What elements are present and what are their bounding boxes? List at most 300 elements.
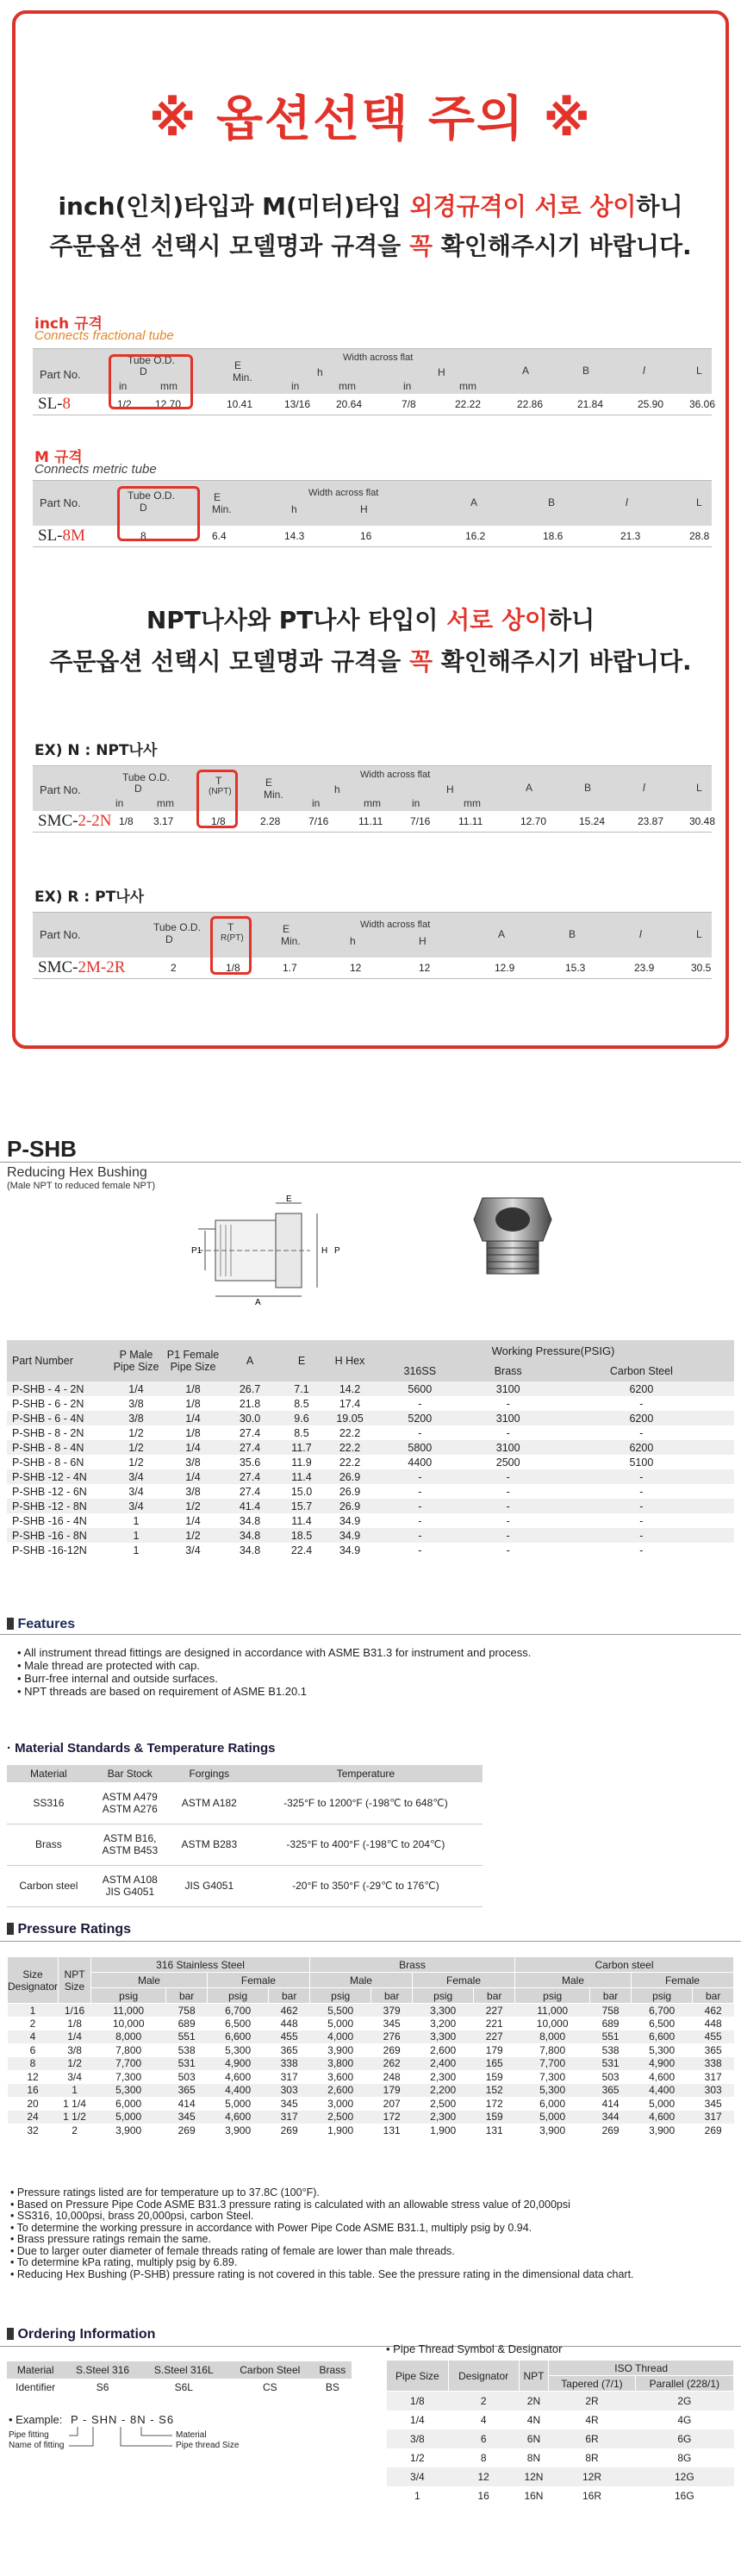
cell: 7,800 [539, 2043, 566, 2056]
col-l: l [639, 928, 642, 940]
example-code: P - SHN - 8N - S6 [70, 2413, 175, 2426]
cell: 5,000 [515, 2111, 590, 2124]
cell: 1/2 [162, 1528, 224, 1543]
callout-thread-size: Pipe thread Size [176, 2441, 240, 2450]
cell: P-SHB - 6 - 4N [7, 1411, 110, 1425]
note-item: • Based on Pressure Pipe Code ASME B31.3 pressure rating is calculated with an allowable stress value of 20,000psi [10, 2199, 634, 2211]
cell: 6G [635, 2429, 733, 2448]
cell: - [639, 1514, 644, 1527]
cell: 1/2 [162, 1499, 224, 1513]
dim-h: H [321, 1246, 328, 1256]
table-row [7, 1865, 483, 1906]
cell: 172 [485, 2097, 503, 2110]
cell: 1/2 [59, 2057, 91, 2071]
col-male: Male [309, 1973, 412, 1988]
col-part-no: Part No. [40, 368, 81, 381]
cell: 1 [110, 1528, 162, 1543]
note-item: • To determine the working pressure in accordance with Power Pipe Code ASME B31.1, multiply psig by 0.94. [10, 2223, 634, 2235]
col-L: L [696, 496, 702, 508]
cell: 2 [29, 2017, 36, 2030]
cell: 379 [371, 2004, 413, 2018]
cell: 6N [519, 2429, 549, 2448]
col-iso-thread: ISO Thread [549, 2361, 734, 2376]
col-H: H [360, 503, 368, 515]
col-H: H [438, 366, 445, 378]
col-unit: in [291, 380, 300, 392]
cell: 5200 [372, 1411, 468, 1425]
table-row [8, 2070, 734, 2084]
col-group-316ss: 316 Stainless Steel [91, 1957, 310, 1973]
notice-text: NPT나사와 PT나사 타입이 [146, 606, 447, 634]
dim-p1: P1 [191, 1246, 202, 1256]
list-item: • All instrument thread fittings are designed in accordance with ASME B31.3 for instrument and process. [17, 1646, 531, 1659]
cell: 344 [590, 2111, 632, 2124]
table-row [8, 2097, 734, 2111]
cell: 1/2 [110, 1440, 162, 1455]
cell: 269 [704, 2124, 722, 2136]
list-item: • NPT threads are based on requirement of ASME B1.20.1 [17, 1685, 531, 1698]
cell: 1 [133, 1544, 140, 1556]
divider [0, 1162, 741, 1163]
note-item: • SS316, 10,000psi, brass 20,000psi, carbon Steel. [10, 2211, 634, 2223]
cell: 338 [269, 2057, 310, 2071]
table-row [7, 1484, 734, 1499]
unit-row [8, 1988, 734, 2004]
col-material: Material [7, 1765, 90, 1782]
cell: P-SHB - 8 - 6N [12, 1456, 84, 1469]
dimension-table-body [7, 1382, 734, 1557]
cell: 7,800 [115, 2043, 142, 2056]
cell: - [639, 1426, 644, 1439]
cell: 5100 [629, 1456, 654, 1469]
cell: 345 [280, 2097, 298, 2110]
note-item: • To determine kPa rating, multiply psig by 6.89. [10, 2257, 634, 2269]
cell: 23.87 [638, 815, 664, 827]
col-tube-od: Tube O.D. [122, 771, 170, 783]
cell: 7,300 [115, 2070, 142, 2083]
notice-title: ※ 옵션선택 주의 ※ [149, 91, 592, 147]
cell: 269 [601, 2124, 620, 2136]
col-unit: bar [590, 1988, 632, 2004]
cell: Carbon steel [7, 1865, 90, 1906]
col-b: B [548, 496, 556, 508]
cell: 303 [693, 2084, 734, 2098]
table-row [7, 1440, 734, 1455]
section-title: Ordering Information [17, 2327, 156, 2342]
highlight-box [117, 486, 200, 541]
cell: S6 [96, 2381, 109, 2393]
col-npt: NPT [519, 2361, 549, 2392]
cell: 20.64 [336, 398, 363, 410]
col-L: L [696, 782, 702, 794]
cell: - [418, 1485, 422, 1498]
cell: -20°F to 350°F (-29℃ to 176℃) [249, 1865, 483, 1906]
cell: 34.8 [239, 1514, 261, 1527]
material-table-body [7, 1782, 483, 1906]
table-row [8, 2124, 734, 2137]
example-callout-lines [69, 2427, 181, 2453]
dimension-table [7, 1340, 734, 1557]
table-row [387, 2392, 734, 2411]
dim-e: E [286, 1194, 292, 1204]
cell: 165 [474, 2057, 515, 2071]
cell: 4R [585, 2413, 599, 2426]
cell: 6200 [549, 1411, 734, 1425]
cell: ASTM B283 [170, 1824, 249, 1865]
m-spec-sub: Connects metric tube [34, 462, 157, 477]
cell: 227 [474, 2030, 515, 2044]
cell: 1 [414, 2489, 420, 2502]
cell: 3/4 [128, 1485, 144, 1498]
cell: 3/4 [110, 1499, 162, 1513]
dim-p: P [334, 1246, 340, 1256]
cell: 317 [269, 2111, 310, 2124]
pt-spec-table [33, 912, 712, 979]
cell: 3/4 [387, 2467, 449, 2486]
col-carbon-steel: Carbon Steel [549, 1361, 734, 1382]
cell: 1 1/4 [63, 2097, 86, 2110]
callout-pipe-fitting: Pipe fitting [9, 2430, 49, 2440]
cell: 159 [474, 2111, 515, 2124]
cell: 414 [177, 2097, 196, 2110]
cell: 303 [269, 2084, 310, 2098]
cell: 3,900 [539, 2124, 566, 2136]
cell: 2500 [495, 1456, 520, 1469]
col-working-pressure: Working Pressure(PSIG) [372, 1340, 734, 1361]
cell: 3/8 [128, 1397, 144, 1410]
cell: 758 [590, 2004, 632, 2018]
cell: 22.2 [327, 1440, 372, 1455]
cell: 15.7 [276, 1499, 327, 1513]
cell: P-SHB -16 - 4N [12, 1514, 87, 1527]
cell: 34.9 [339, 1514, 361, 1527]
col-unit: mm [459, 380, 476, 392]
cell: 12.70 [520, 815, 547, 827]
col-L: L [696, 365, 702, 377]
table-row [7, 1543, 734, 1557]
cell: 1/4 [185, 1514, 201, 1527]
cell: 2,600 [430, 2043, 457, 2056]
callout-material: Material [176, 2430, 207, 2440]
cell: 262 [371, 2057, 413, 2071]
inch-spec-table [33, 348, 716, 415]
cell: 365 [280, 2043, 298, 2056]
cell: 1/4 [110, 1382, 162, 1396]
cell: 11.11 [458, 815, 483, 827]
cell: 6,600 [631, 2030, 692, 2044]
col-parallel: Parallel (228/1) [635, 2376, 733, 2392]
cell: 16R [582, 2489, 601, 2502]
m-spec-label: M 규격 [34, 449, 83, 466]
col-min: Min. [233, 371, 252, 384]
col-h: h [317, 366, 323, 378]
cell: 4N [526, 2413, 541, 2426]
col-b: B [584, 782, 592, 794]
cell: 12N [519, 2467, 549, 2486]
cell: 7/16 [308, 815, 329, 827]
cell: 3100 [468, 1382, 549, 1396]
cell: 32 [27, 2124, 39, 2136]
notice-line-2 [16, 228, 725, 262]
col-unit: psig [91, 1988, 166, 2004]
cell: 11.7 [276, 1440, 327, 1455]
features-heading [7, 1617, 75, 1632]
cell: 2.28 [260, 815, 281, 827]
cell: 5,000 [649, 2097, 676, 2110]
cell: 8G [677, 2451, 692, 2464]
cell: 1/8 [185, 1426, 201, 1439]
note-item: • Brass pressure ratings remain the same. [10, 2234, 634, 2246]
cell: 4,000 [309, 2030, 370, 2044]
table-row [7, 1455, 734, 1469]
notice-line-4 [16, 643, 725, 677]
cell: 6,700 [631, 2004, 692, 2018]
cell: 25.90 [638, 398, 664, 410]
product-code: P-SHB [7, 1136, 77, 1162]
col-designator: Designator [448, 2361, 519, 2392]
cell: 9.6 [276, 1411, 327, 1425]
cell: 551 [590, 2030, 632, 2044]
cell: 3/4 [110, 1469, 162, 1484]
table-row [7, 1382, 734, 1396]
cell: 365 [704, 2043, 722, 2056]
cell: 5,000 [91, 2111, 166, 2124]
cell: 3100 [468, 1440, 549, 1455]
col-temperature: Temperature [249, 1765, 483, 1782]
cell: 689 [601, 2017, 620, 2030]
ordering-heading [7, 2327, 155, 2342]
cell: 34.9 [327, 1528, 372, 1543]
dimension-drawing [181, 1194, 379, 1307]
cell: 345 [704, 2097, 722, 2110]
cell: 317 [693, 2111, 734, 2124]
col-forgings: Forgings [170, 1765, 249, 1782]
cell: 1,900 [327, 2124, 354, 2136]
cell: 689 [177, 2017, 196, 2030]
cell: 4,400 [207, 2084, 268, 2098]
note-item: • Due to larger outer diameter of female threads rating of female are lower than male threads. [10, 2246, 634, 2258]
cell: 4,600 [649, 2070, 676, 2083]
cell: 26.7 [224, 1382, 276, 1396]
col-L: L [696, 928, 702, 940]
material-heading: · Material Standards & Temperature Ratings [7, 1741, 276, 1756]
cell: 2,500 [309, 2111, 370, 2124]
cell: ASTM A108 JIS G4051 [90, 1865, 170, 1906]
material-table [7, 1765, 483, 1907]
table-row [387, 2429, 734, 2448]
table-row [387, 2486, 734, 2505]
col-unit: psig [207, 1988, 268, 2004]
cell: 503 [601, 2070, 620, 2083]
cell: 15.3 [565, 962, 586, 974]
cell: 5,500 [309, 2004, 370, 2018]
cell: 2,400 [412, 2057, 473, 2071]
pressure-table-body [8, 2004, 734, 2137]
cell: 16.2 [465, 530, 486, 542]
dim-a: A [255, 1298, 261, 1307]
cell: 27.4 [239, 1485, 261, 1498]
col-H: H [419, 935, 427, 947]
cell: - [549, 1528, 734, 1543]
thread-table-body [387, 2392, 734, 2505]
inch-spec-label: inch 규격 [34, 315, 103, 333]
cell: 1/2 [128, 1426, 144, 1439]
col-unit: mm [157, 797, 174, 809]
col-part-no: Part No. [40, 496, 81, 509]
cell: 26.9 [339, 1485, 361, 1498]
cell: 6.4 [212, 530, 227, 542]
part-number: SL-8M [38, 527, 85, 545]
cell: - [639, 1397, 644, 1410]
col-tube-od: Tube O.D. [128, 354, 175, 366]
cell: 159 [485, 2070, 503, 2083]
thread-table [386, 2360, 734, 2505]
cell: 28.8 [689, 530, 710, 542]
col-width-across-flat: Width across flat [308, 488, 379, 498]
cell: 1 [8, 2004, 59, 2018]
cell: 1/4 [410, 2413, 425, 2426]
cell: 7/16 [410, 815, 431, 827]
cell: - [372, 1499, 468, 1513]
cell: 1/8 [211, 815, 226, 827]
cell: 30.5 [691, 962, 712, 974]
table-row [7, 2379, 352, 2396]
cell: 7,300 [539, 2070, 566, 2083]
cell: - [418, 1397, 422, 1410]
bullet-square-icon [7, 1923, 14, 1935]
product-photo [465, 1181, 560, 1284]
cell: 1/8 [185, 1397, 201, 1410]
cell: 34.8 [239, 1544, 261, 1556]
col-unit: psig [631, 1988, 692, 2004]
cell: 4,600 [207, 2111, 268, 2124]
col-a: A [526, 782, 533, 794]
cell: 2,200 [412, 2084, 473, 2098]
cell: 36.06 [689, 398, 716, 410]
cell: 12.70 [155, 398, 182, 410]
cell: P-SHB -12 - 4N [7, 1469, 110, 1484]
col-d: D [134, 783, 142, 795]
cell: 6,500 [225, 2017, 252, 2030]
cell: 3,900 [649, 2124, 676, 2136]
col-female: Female [207, 1973, 309, 1988]
cell: 10,000 [536, 2017, 569, 2030]
cell: 317 [704, 2070, 722, 2083]
cell: 22.4 [290, 1544, 313, 1556]
cell: 7,700 [91, 2057, 166, 2071]
cell: 207 [383, 2097, 401, 2110]
cell: 34.9 [339, 1544, 361, 1556]
cell: 1/2 [117, 398, 132, 410]
cell: 1/4 [59, 2030, 91, 2044]
cell: 17.4 [339, 1397, 361, 1410]
cell: -325°F to 400°F (-198℃ to 204℃) [249, 1824, 483, 1865]
pt-label: EX) R : PT나사 [34, 889, 145, 906]
cell: - [506, 1544, 510, 1556]
spec-header [33, 913, 712, 957]
cell: 531 [166, 2057, 208, 2071]
cell: 6R [549, 2429, 635, 2448]
col-e: E [214, 491, 221, 503]
cell: 1/4 [162, 1440, 224, 1455]
col-d: D [165, 933, 173, 945]
cell: 4G [677, 2413, 692, 2426]
cell: P-SHB -16-12N [12, 1544, 87, 1556]
cell: 5800 [372, 1440, 468, 1455]
table-row [8, 2043, 734, 2057]
cell: - [418, 1544, 422, 1556]
cell: ASTM A479 ASTM A276 [90, 1782, 170, 1824]
cell: P-SHB - 6 - 2N [12, 1397, 84, 1410]
cell: 462 [693, 2004, 734, 2018]
col-H: H [446, 783, 454, 795]
cell: P-SHB -16 - 8N [7, 1528, 110, 1543]
cell: 462 [269, 2004, 310, 2018]
cell: - [468, 1469, 549, 1484]
cell: 1 [59, 2084, 91, 2098]
col-unit: psig [412, 1988, 473, 2004]
cell: 10,000 [112, 2017, 145, 2030]
cell: 21.84 [577, 398, 604, 410]
notice-highlight: 꼭 [408, 232, 433, 260]
cell: 4 [480, 2413, 487, 2426]
cell: - [549, 1499, 734, 1513]
col-t-pt: R(PT) [221, 933, 244, 943]
col-pipe-size: Pipe Size [387, 2361, 449, 2392]
col-brass: Brass [314, 2361, 352, 2379]
note-item: • Reducing Hex Bushing (P-SHB) pressure rating is not covered in this table. See the pressure rating in the dimensional data chart. [10, 2269, 634, 2281]
cell: 34.8 [224, 1528, 276, 1543]
cell: 7,700 [515, 2057, 590, 2071]
cell: 338 [693, 2057, 734, 2071]
cell: - [549, 1469, 734, 1484]
cell: 18.6 [543, 530, 564, 542]
col-part-no: Part No. [40, 783, 81, 796]
cell: - [418, 1514, 422, 1527]
cell: 21.8 [239, 1397, 261, 1410]
col-part-number: Part Number [7, 1340, 110, 1382]
cell: P-SHB - 8 - 2N [12, 1426, 84, 1439]
cell: 365 [590, 2084, 632, 2098]
cell: - [372, 1469, 468, 1484]
col-female: Female [631, 1973, 733, 1988]
cell: 5600 [372, 1382, 468, 1396]
cell: 3,600 [327, 2070, 354, 2083]
table-row [7, 1499, 734, 1513]
cell: 19.05 [327, 1411, 372, 1425]
cell: 14.2 [327, 1382, 372, 1396]
cell: 5,300 [515, 2084, 590, 2098]
col-t: T [227, 921, 234, 933]
col-e: E [283, 923, 290, 935]
cell: 8N [526, 2451, 541, 2464]
col-min: Min. [264, 789, 283, 801]
cell: 3/8 [110, 1411, 162, 1425]
cell: 3,300 [412, 2004, 473, 2018]
cell: P-SHB -12 - 6N [12, 1485, 87, 1498]
cell: 8 [8, 2057, 59, 2071]
cell: 7/8 [402, 398, 416, 410]
col-unit: bar [269, 1988, 310, 2004]
cell: 6 [29, 2043, 36, 2056]
cell: 26.9 [327, 1469, 372, 1484]
cell: 30.48 [689, 815, 716, 827]
cell: 16 [8, 2084, 59, 2098]
cell: 2 [171, 962, 177, 974]
col-l: l [643, 782, 645, 794]
product-desc: (Male NPT to reduced female NPT) [7, 1181, 156, 1191]
cell: 11,000 [91, 2004, 166, 2018]
